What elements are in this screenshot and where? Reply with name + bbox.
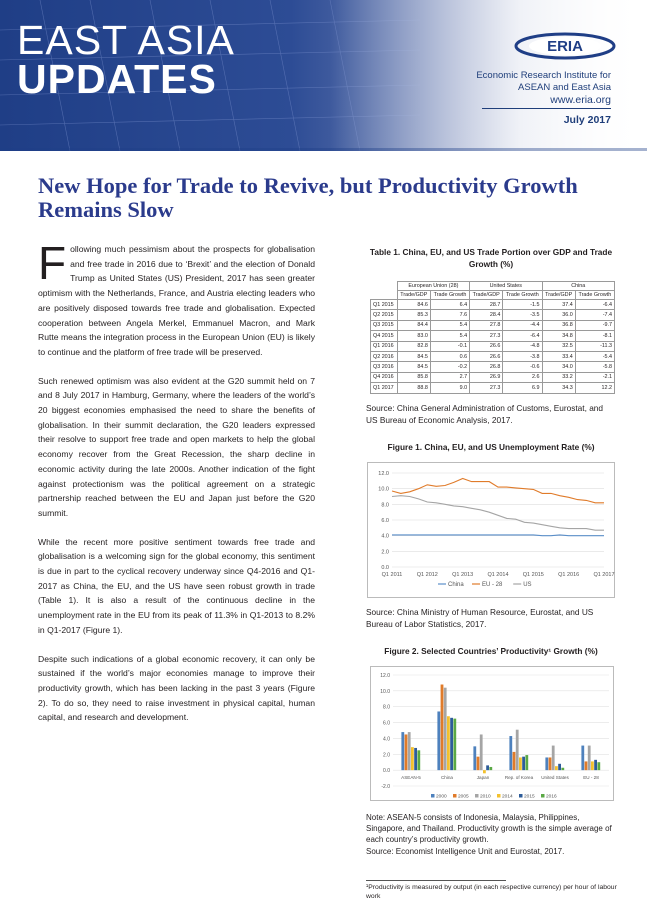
bar [591,761,594,770]
x-tick-label: Q1 2012 [416,571,438,578]
organization-name [476,70,611,94]
table-cell: 36.8 [542,320,575,330]
figure2-source: Source: Economist Intelligence Unit and Eurostat, 2017. [366,846,565,856]
table-cell: 85.8 [397,372,430,382]
table-column-header: Trade/GDP [397,291,430,300]
table-row-label: Q3 2016 [371,362,398,372]
table-row-label: Q1 2015 [371,300,398,310]
table-cell: 28.7 [470,300,503,310]
y-tick-label: 6.0 [383,720,390,727]
legend-swatch [431,794,435,798]
table-cell: 84.5 [397,351,430,361]
table-column-header: Trade/GDP [542,291,575,300]
table-cell: 82.8 [397,341,430,351]
legend-label: 2015 [524,794,535,800]
table-row-label: Q4 2016 [371,372,398,382]
table-cell: -7.4 [575,310,614,320]
table-cell: 84.5 [397,362,430,372]
productivity-bar-chart [371,667,615,802]
table-cell: -0.2 [430,362,469,372]
y-tick-label: 8.0 [381,502,389,509]
table-cell: 5.4 [430,320,469,330]
paragraph-2: Such renewed optimism was also evident at the G20 summit held on 7 and 8 July 2017 in Hamburg, Germany, where the leaders of the world’s 20 biggest economies emphasised the need to share the benefits of globalisation. In their summit declaration, the G20 leaders expressed their resolve to support free trade and open markets to help the global economy recover from the Great Recession, the sharp decline in economic activity during the late 2000s. Another indication of the fight against protectionism was the political agreement on a strategic partnership reached between the EU and Japan just before the G20 summit. [38,375,315,518]
table-row-label: Q1 2016 [371,341,398,351]
bar [522,757,525,770]
y-tick-label: 2.0 [381,549,389,556]
category-label: Rep. of Korea [504,775,534,781]
bar [489,767,492,770]
table-cell: 26.8 [470,362,503,372]
bar [401,732,404,770]
bar [453,718,456,770]
table-column-header: Trade Growth [430,291,469,300]
table-row [371,320,615,330]
table-cell: 12.2 [575,383,614,393]
body-column [38,237,315,739]
table-cell: 34.8 [542,331,575,341]
bar [561,768,564,770]
table-row [371,351,615,361]
table-cell: 0.6 [430,351,469,361]
legend-label: China [448,581,464,588]
legend-label: 2000 [436,794,447,800]
table-cell: -11.3 [575,341,614,351]
brand-title-line2: UPDATES [17,56,217,102]
y-tick-label: 10.0 [380,688,390,695]
bar [519,757,522,770]
bar [414,748,417,770]
bar [585,761,588,770]
table-corner [371,291,398,300]
category-label: ASEAN-5 [401,775,421,781]
table-cell: 85.3 [397,310,430,320]
trade-table [370,281,615,394]
bar [516,730,519,770]
y-tick-label: -2.0 [381,783,390,790]
table-row-label: Q2 2015 [371,310,398,320]
table-cell: -8.1 [575,331,614,341]
y-tick-label: 2.0 [383,752,390,759]
bar [441,684,444,770]
bar [555,766,558,770]
bar [405,734,408,770]
category-label: Japan [476,775,490,781]
footnote-rule [366,880,506,881]
table-cell: -5.4 [575,351,614,361]
table-row [371,310,615,320]
bar [549,757,552,770]
table-subheader-row [371,291,615,300]
y-tick-label: 10.0 [378,486,389,493]
legend-label: 2010 [480,794,491,800]
bar [509,736,512,770]
bar [594,760,597,770]
x-tick-label: Q1 2016 [558,571,580,578]
legend-swatch [453,794,457,798]
bar [417,750,420,770]
table-row-label: Q3 2015 [371,320,398,330]
table-cell: 83.0 [397,331,430,341]
table-cell: 2.6 [503,372,542,382]
table-cell: 27.8 [470,320,503,330]
bar [486,765,489,770]
table-cell: 33.4 [542,351,575,361]
figure2-note: Note: ASEAN-5 consists of Indonesia, Malaysia, Philippines, Singapore, and Thailand. Productivity growth is the simple average of each country’s productivity growth. [366,812,612,845]
table-cell: 84.4 [397,320,430,330]
table-group-header: European Union (28) [397,282,469,291]
paragraph-3: While the recent more positive sentiment towards free trade and globalisation is a welcoming sign for the global economy, this sentiment is due in part to the cyclical recovery underway since Q4-2016 and Q1-2017 as China, the EU, and the US have seen robust growth in trade (Table 1). It is also a result of the continuous decline in the unemployment rate in the EU from its peak of 11.3% in Q1-2013 to 8.2% in Q1-2017 (Figure 1). [38,536,315,635]
bar [477,757,480,770]
legend-label: US [523,581,532,588]
table-cell: 26.6 [470,351,503,361]
table-corner [371,282,398,291]
table-row [371,372,615,382]
table-cell: -9.7 [575,320,614,330]
legend-label: 2014 [502,794,513,800]
table-cell: -6.4 [503,331,542,341]
bar [408,732,411,770]
table-row [371,331,615,341]
table-cell: 5.4 [430,331,469,341]
y-tick-label: 4.0 [383,736,390,743]
table-cell: 7.6 [430,310,469,320]
bar [473,746,476,770]
table-cell: 34.3 [542,383,575,393]
legend-swatch [519,794,523,798]
x-tick-label: Q1 2011 [381,571,403,578]
bar [581,745,584,770]
legend-label: 2016 [546,794,557,800]
table-cell: 27.3 [470,383,503,393]
bar [450,718,453,770]
y-tick-label: 12.0 [378,470,389,477]
table-cell: -1.5 [503,300,542,310]
bar [437,711,440,770]
table-cell: 32.5 [542,341,575,351]
eria-logo [514,26,616,66]
table-row [371,362,615,372]
table-cell: -2.1 [575,372,614,382]
legend-swatch [541,794,545,798]
bar [480,734,483,770]
table-cell: 27.3 [470,331,503,341]
bar [447,716,450,770]
series-line-eu-28 [392,478,604,502]
bar [558,764,561,770]
x-tick-label: Q1 2017 [593,571,615,578]
table-cell: 36.0 [542,310,575,320]
table-cell: 6.4 [430,300,469,310]
figure1-chart [367,462,615,598]
footnote: ¹Productivity is measured by output (in each respective currency) per hour of labour work [366,884,617,900]
table-cell: -3.8 [503,351,542,361]
paragraph-4: Despite such indications of a global economic recovery, it can only be sustained if the world’s major economies manage to improve their productivity growth, which has been lacking in the past 3 years (Figure 2). To do so, they need to raise investment in physical capital, human capital, and research and development. [38,653,315,723]
table-cell: 9.0 [430,383,469,393]
y-tick-label: 0.0 [381,564,389,571]
logo-text: ERIA [547,38,583,55]
category-label: EU - 28 [583,775,599,781]
bar [545,757,548,770]
bar [513,752,516,770]
header-rule [482,108,611,109]
figures-column [366,246,616,857]
org-url[interactable]: www.eria.org [550,94,611,106]
brand-title-line1: EAST ASIA [17,17,235,63]
legend-label: 2005 [458,794,469,800]
table-cell: 28.4 [470,310,503,320]
y-tick-label: 4.0 [381,533,389,540]
table-cell: 37.4 [542,300,575,310]
x-tick-label: Q1 2014 [487,571,509,578]
x-tick-label: Q1 2013 [452,571,474,578]
table-cell: -3.5 [503,310,542,320]
table-column-header: Trade/GDP [470,291,503,300]
figure2-caption: Figure 2. Selected Countries’ Productivity¹ Growth (%) [384,645,598,656]
y-tick-label: 0.0 [383,768,390,775]
paragraph-1-text: ollowing much pessimism about the prospects for globalisation and free trade in 2016 due to ‘Brexit’ and the election of Donald Trump as United States (US) President, 2017 has seen greater optimism with the Netherlands, France, and Austria electing leaders who are positively disposed towards free trade and globalisation. Expected cooperation between Angela Merkel, Emmanuel Macron, and Mark Rutte means the integration process in the European Union (EU) is likely to continue and the platform of free trade will be preserved. [38,244,315,357]
figure1-source: Source: China Ministry of Human Resource, Eurostat, and US Bureau of Labor Statistics, 2017. [366,606,594,630]
table-group-header: United States [470,282,542,291]
table-cell: -0.6 [503,362,542,372]
table-cell: 6.9 [503,383,542,393]
category-label: United States [541,775,569,781]
bar [483,770,486,773]
category-label: China [440,775,454,781]
table-cell: -6.4 [575,300,614,310]
drop-cap: F [38,237,67,289]
trade-table-body [371,300,615,394]
table-column-header: Trade Growth [503,291,542,300]
table1-caption: Table 1. China, EU, and US Trade Portion over GDP and Trade Growth (%) [369,247,613,269]
table-column-header: Trade Growth [575,291,614,300]
table-row-label: Q4 2015 [371,331,398,341]
x-tick-label: Q1 2015 [522,571,544,578]
table-group-header-row [371,282,615,291]
table-cell: 2.7 [430,372,469,382]
org-line2: ASEAN and East Asia [518,82,611,93]
table-cell: 26.9 [470,372,503,382]
table-cell: -4.4 [503,320,542,330]
unemployment-line-chart [368,463,616,599]
legend-swatch [497,794,501,798]
table-cell: 34.0 [542,362,575,372]
paragraph-1 [38,237,315,360]
table1-source: Source: China General Administration of Customs, Eurostat, and US Bureau of Economic Analysis, 2017. [366,402,604,426]
table-row-label: Q2 2016 [371,351,398,361]
table-cell: 26.6 [470,341,503,351]
table-cell: 88.8 [397,383,430,393]
table-row [371,383,615,393]
bar [588,745,591,770]
y-tick-label: 6.0 [381,517,389,524]
bar [411,747,414,770]
bar [525,755,528,770]
header-banner [0,0,647,151]
org-line1: Economic Research Institute for [476,70,611,81]
table-cell: -4.8 [503,341,542,351]
table-group-header: China [542,282,614,291]
bar [552,745,555,770]
legend-swatch [475,794,479,798]
table-row [371,300,615,310]
legend-label: EU - 28 [482,581,503,588]
table-cell: 33.2 [542,372,575,382]
table-cell: 84.6 [397,300,430,310]
table-cell: -0.1 [430,341,469,351]
series-line-us [392,495,604,530]
article-title: New Hope for Trade to Revive, but Productivity Growth Remains Slow [38,173,578,222]
issue-date: July 2017 [563,114,611,126]
y-tick-label: 12.0 [380,672,390,679]
table-cell: -5.8 [575,362,614,372]
y-tick-label: 8.0 [383,704,390,711]
figure1-caption: Figure 1. China, EU, and US Unemployment Rate (%) [387,441,595,452]
figure2-chart [370,666,614,801]
bar [597,762,600,770]
table-row [371,341,615,351]
table-row-label: Q1 2017 [371,383,398,393]
bar [444,688,447,770]
